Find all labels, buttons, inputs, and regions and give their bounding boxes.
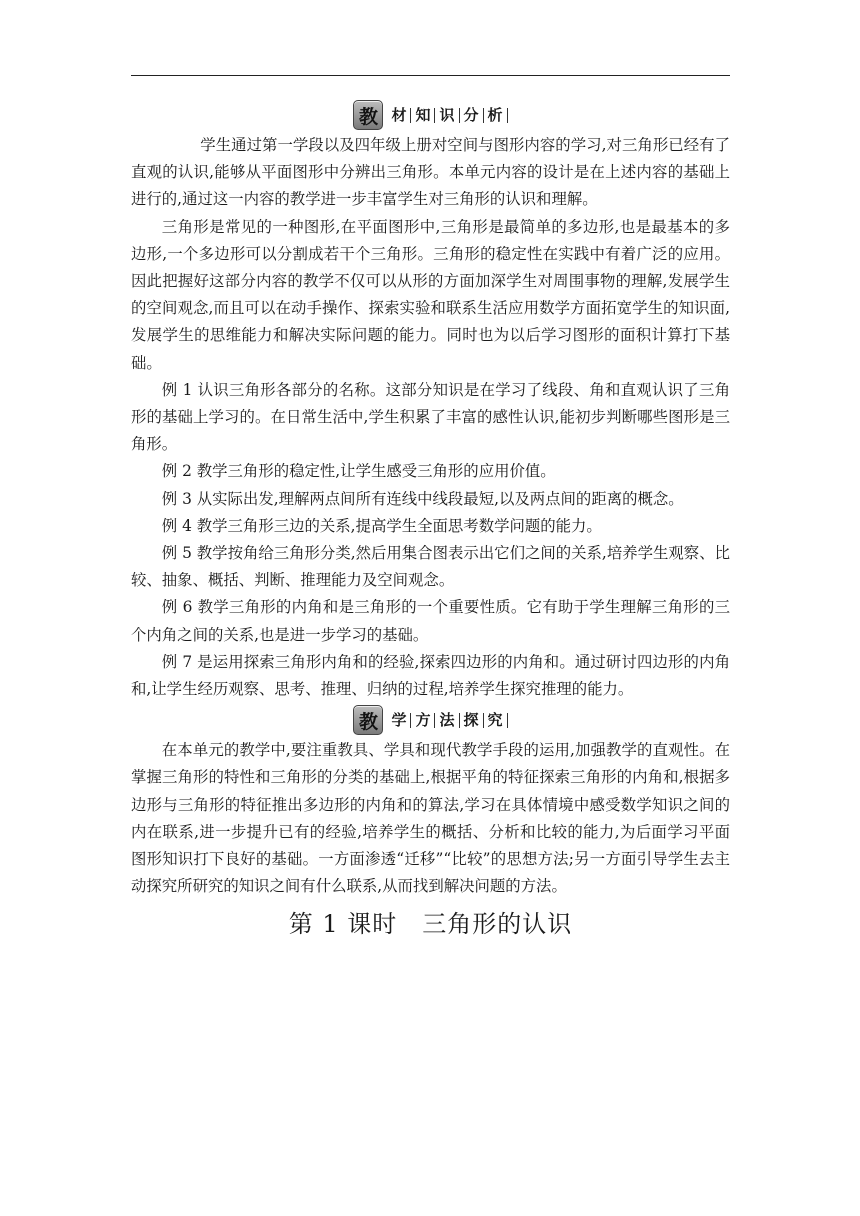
paragraph: 例 6 教学三角形的内角和是三角形的一个重要性质。它有助于学生理解三角形的三个内角之间的关系,也是进一步学习的基础。 <box>131 598 730 644</box>
paragraph: 在本单元的教学中,要注重教具、学具和现代教学手段的运用,加强教学的直观性。在掌握三角形的特性和三角形的分类的基础上,根据平角的特征探索三角形的内角和,根据多边形与三角形的特征推出多边形的内角和的算法,学习在具体情境中感受数学知识之间的内在联系,进一步提升已有的经验,培养学生的概括、分析和比较的能力,为后面学习平面图形知识打下良好的基础。一方面渗透“迁移”“比较”的思想方法;另一方面引导学生去主动探究所研究的知识之间有什么联系,从而找到解决问题的方法。 <box>131 741 730 896</box>
section-badge: 教 <box>353 100 383 130</box>
section-title-char: 究 <box>484 713 508 728</box>
section-title <box>387 710 507 729</box>
section-title-char: 识 <box>435 108 459 123</box>
section-title-char: 学 <box>387 713 411 728</box>
section-badge: 教 <box>353 705 383 735</box>
paragraph: 例 1 认识三角形各部分的名称。这部分知识是在学习了线段、角和直观认识了三角形的基础上学习的。在日常生活中,学生积累了丰富的感性认识,能初步判断哪些图形是三角形。 <box>131 380 730 454</box>
section-title <box>387 105 507 124</box>
paragraph: 例 7 是运用探索三角形内角和的经验,探索四边形的内角和。通过研讨四边形的内角和,让学生经历观察、思考、推理、归纳的过程,培养学生探究推理的能力。 <box>131 652 730 699</box>
paragraph: 学生通过第一学段以及四年级上册对空间与图形内容的学习,对三角形已经有了直观的认识,能够从平面图形中分辨出三角形。本单元内容的设计是在上述内容的基础上进行的,通过这一内容的教学进一步丰富学生对三角形的认识和理解。 <box>131 136 730 209</box>
page-content <box>131 98 730 939</box>
section-title-char: 方 <box>411 713 435 728</box>
paragraph: 例 5 教学按角给三角形分类,然后用集合图表示出它们之间的关系,培养学生观察、比较、抽象、概括、判断、推理能力及空间观念。 <box>131 544 730 590</box>
paragraph: 三角形是常见的一种图形,在平面图形中,三角形是最简单的多边形,也是最基本的多边形,一个多边形可以分割成若干个三角形。三角形的稳定性在实践中有着广泛的应用。因此把握好这部分内容的教学不仅可以从形的方面加深学生对周围事物的理解,发展学生的空间观念,而且可以在动手操作、探索实验和联系生活应用数学方面拓宽学生的知识面,发展学生的思维能力和解决实际问题的能力。同时也为以后学习图形的面积计算打下基础。 <box>131 217 730 372</box>
lesson-title: 第 1 课时 三角形的认识 <box>288 910 573 939</box>
section-title-char: 分 <box>460 108 484 123</box>
header-rule <box>131 75 730 76</box>
paragraph: 例 4 教学三角形三边的关系,提高学生全面思考数学问题的能力。 <box>161 516 602 535</box>
paragraph: 例 3 从实际出发,理解两点间所有连线中线段最短,以及两点间的距离的概念。 <box>161 489 684 508</box>
section-heading-methods <box>131 703 730 737</box>
paragraph: 例 2 教学三角形的稳定性,让学生感受三角形的应用价值。 <box>161 462 556 481</box>
section-heading-analysis <box>131 98 730 132</box>
section-title-char: 法 <box>435 713 459 728</box>
section-title-char: 知 <box>411 108 435 123</box>
section-title-char: 材 <box>387 108 411 123</box>
section-title-char: 析 <box>484 108 508 123</box>
section-title-char: 探 <box>460 713 484 728</box>
